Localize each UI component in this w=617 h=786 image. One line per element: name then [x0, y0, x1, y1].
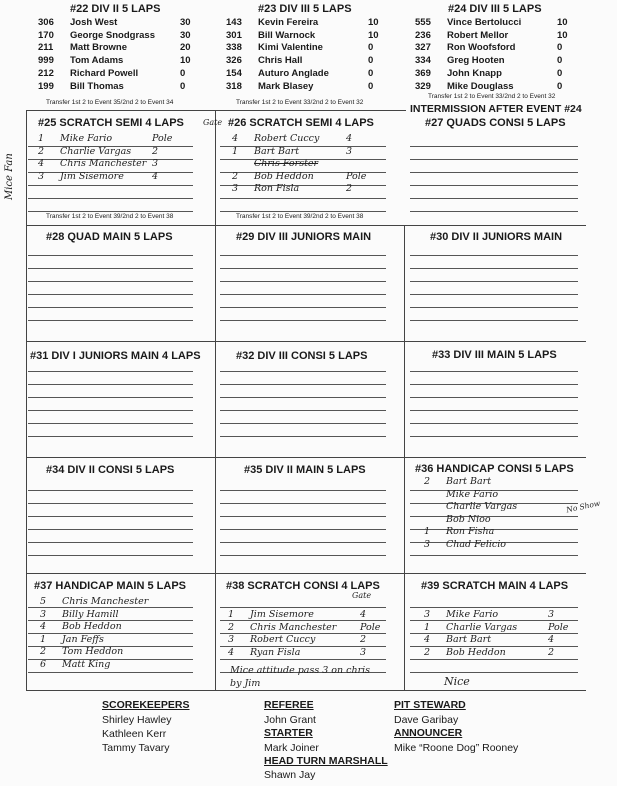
hand-row: Bob Nioo	[446, 513, 491, 525]
event-36-hand	[424, 476, 538, 551]
divider	[215, 457, 216, 573]
roster-row: 334 Greg Hooten 0	[415, 55, 563, 67]
divider	[26, 341, 586, 342]
write-in-line	[220, 371, 386, 372]
hand-row: 1 Mike Fario Pole	[38, 133, 173, 144]
event-33-title: #33 DIV III MAIN 5 LAPS	[432, 349, 557, 361]
write-in-line	[220, 320, 386, 321]
event-25-transfer: Transfer 1st 2 to Event 39/2nd 2 to Event 38	[46, 213, 174, 220]
divider	[26, 457, 586, 458]
event-38-footnote: Mice attitude pass 3 on chris by Jim	[230, 665, 371, 689]
write-in-line	[410, 436, 578, 437]
roster-row: 326 Chris Hall 0	[226, 55, 374, 67]
write-in-line	[220, 268, 386, 269]
event-39-title: #39 SCRATCH MAIN 4 LAPS	[421, 580, 569, 592]
race-22-title: #22 DIV II 5 LAPS	[70, 3, 161, 15]
event-25-gate-note: Gate	[203, 118, 223, 127]
divider	[26, 110, 406, 111]
side-margin-note: Mice Fan	[4, 153, 15, 200]
write-in-line	[410, 146, 578, 147]
referee-name: John Grant	[264, 714, 316, 726]
roster-row: 338 Kimi Valentine 0	[226, 42, 374, 54]
write-in-line	[410, 607, 578, 608]
hand-row: 1 Bart Bart 3	[232, 145, 353, 157]
hand-row: 4 Robert Cuccy 4	[232, 133, 353, 144]
race-24-transfer: Transfer 1st 2 to Event 33/2nd 2 to Event 32	[428, 93, 556, 100]
write-in-line	[28, 211, 193, 212]
write-in-line	[410, 281, 578, 282]
write-in-line	[28, 423, 193, 424]
hand-row: Charlie Vargas	[446, 501, 518, 512]
roster-row: 306 Josh West 30	[38, 17, 191, 28]
write-in-line	[220, 607, 386, 608]
divider	[404, 225, 405, 341]
write-in-line	[410, 172, 578, 173]
event-39-footnote: Nice	[444, 675, 470, 688]
write-in-line	[410, 659, 578, 660]
write-in-line	[410, 371, 578, 372]
race-24-roster	[415, 17, 568, 93]
starter-heading: STARTER	[264, 727, 313, 739]
write-in-line	[28, 516, 193, 517]
event-36-title: #36 HANDICAP CONSI 5 LAPS	[415, 463, 574, 475]
divider	[26, 457, 27, 573]
divider	[215, 110, 216, 225]
write-in-line	[410, 255, 578, 256]
event-26-title: #26 SCRATCH SEMI 4 LAPS	[228, 117, 374, 129]
write-in-line	[410, 672, 578, 673]
hand-row: 2 Bob Heddon 2	[424, 646, 555, 658]
write-in-line	[28, 268, 193, 269]
divider	[26, 573, 27, 690]
divider	[404, 457, 405, 573]
event-37-title: #37 HANDICAP MAIN 5 LAPS	[34, 580, 186, 592]
divider	[215, 225, 216, 341]
race-23-transfer: Transfer 1st 2 to Event 33/2nd 2 to Event 32	[236, 99, 364, 106]
write-in-line	[220, 516, 386, 517]
divider	[26, 225, 586, 226]
divider	[215, 573, 216, 690]
roster-row: 301 Bill Warnock 10	[226, 29, 379, 41]
roster-row: 212 Richard Powell 0	[38, 67, 186, 79]
hand-row: 2 Bob Heddon Pole	[232, 170, 367, 182]
hand-row: Mike Fario	[446, 488, 499, 500]
starter-name: Mark Joiner	[264, 742, 319, 754]
write-in-line	[410, 555, 578, 556]
hand-row: 3 Robert Cuccy 2	[228, 634, 367, 645]
write-in-line	[28, 397, 193, 398]
hand-row: 1 Charlie Vargas Pole	[424, 621, 569, 633]
write-in-line	[28, 255, 193, 256]
event-27-title: #27 QUADS CONSI 5 LAPS	[425, 117, 566, 129]
event-37-hand	[40, 596, 154, 671]
hand-row: Chris Forster	[254, 158, 319, 169]
hand-row: 2 Bart Bart	[424, 476, 492, 487]
roster-row: 236 Robert Mellor 10	[415, 29, 568, 41]
write-in-line	[220, 542, 386, 543]
write-in-line	[28, 185, 193, 186]
scorekeeper-name: Shirley Hawley	[102, 714, 172, 726]
write-in-line	[28, 198, 193, 199]
hand-row: 1 Ron Fisha	[424, 526, 495, 537]
write-in-line	[28, 503, 193, 504]
hand-row: 3 Chad Felicio	[424, 538, 507, 550]
roster-row: 999 Tom Adams 10	[38, 55, 191, 67]
event-36-noshow-note: No Show	[565, 498, 601, 515]
event-39-hand	[424, 609, 568, 659]
headturn-heading: HEAD TURN MARSHALL	[264, 755, 388, 767]
event-29-title: #29 DIV III JUNIORS MAIN	[236, 231, 372, 243]
write-in-line	[28, 555, 193, 556]
write-in-line	[410, 211, 578, 212]
roster-row: 199 Bill Thomas 0	[38, 80, 186, 92]
hand-row: 2 Charlie Vargas 2	[38, 145, 159, 157]
write-in-line	[220, 490, 386, 491]
write-in-line	[28, 281, 193, 282]
hand-row: 3 Jim Sisemore 4	[38, 170, 159, 182]
write-in-line	[28, 529, 193, 530]
roster-row: 154 Auturo Anglade 0	[226, 67, 374, 79]
write-in-line	[410, 307, 578, 308]
roster-row: 369 John Knapp 0	[415, 67, 563, 79]
pitsteward-name: Dave Garibay	[394, 714, 459, 726]
hand-row: 3 Mike Fario 3	[424, 609, 555, 620]
event-38-gate-note: Gate	[352, 591, 372, 600]
write-in-line	[220, 211, 386, 212]
event-25-title: #25 SCRATCH SEMI 4 LAPS	[38, 117, 184, 129]
event-30-title: #30 DIV II JUNIORS MAIN	[430, 231, 563, 243]
scorekeeper-name: Tammy Tavary	[102, 742, 170, 754]
write-in-line	[220, 397, 386, 398]
intermission-note: INTERMISSION AFTER EVENT #24	[410, 103, 582, 115]
event-31-title: #31 DIV I JUNIORS MAIN 4 LAPS	[30, 350, 201, 362]
hand-row: 4 Chris Manchester 3	[38, 158, 159, 169]
pitsteward-heading: PIT STEWARD	[394, 699, 466, 711]
roster-row: 318 Mark Blasey 0	[226, 80, 374, 92]
divider	[26, 690, 586, 691]
announcer-heading: ANNOUNCER	[394, 727, 463, 739]
write-in-line	[220, 529, 386, 530]
hand-row: 1 Jan Feffs	[40, 633, 104, 645]
write-in-line	[28, 307, 193, 308]
event-34-title: #34 DIV II CONSI 5 LAPS	[46, 464, 175, 476]
divider	[215, 341, 216, 457]
write-in-line	[28, 436, 193, 437]
race-23-title: #23 DIV III 5 LAPS	[258, 3, 352, 15]
roster-row: 327 Ron Woofsford 0	[415, 42, 563, 54]
write-in-line	[410, 268, 578, 269]
hand-row: 5 Chris Manchester	[40, 596, 149, 607]
event-26-transfer: Transfer 1st 2 to Event 39/2nd 2 to Event 38	[236, 213, 364, 220]
announcer-name: Mike “Roone Dog” Rooney	[394, 742, 519, 754]
scorekeepers-heading: SCOREKEEPERS	[102, 699, 190, 711]
write-in-line	[28, 490, 193, 491]
hand-row: 4 Ryan Fisla 3	[228, 646, 367, 658]
divider	[404, 341, 405, 457]
referee-heading: REFEREE	[264, 699, 314, 711]
hand-row: 4 Bart Bart 4	[424, 634, 555, 645]
roster-row: 143 Kevin Fereira 10	[226, 17, 379, 28]
hand-row: 4 Bob Heddon	[40, 621, 122, 632]
hand-row: 1 Jim Sisemore 4	[228, 609, 367, 620]
event-38-hand	[228, 609, 380, 659]
divider	[26, 225, 27, 341]
write-in-line	[28, 320, 193, 321]
headturn-name: Shawn Jay	[264, 769, 316, 781]
write-in-line	[410, 159, 578, 160]
event-26-hand	[232, 133, 366, 196]
write-in-line	[220, 294, 386, 295]
write-in-line	[220, 555, 386, 556]
write-in-line	[28, 410, 193, 411]
write-in-line	[220, 659, 386, 660]
hand-row: 2 Tom Heddon	[40, 646, 124, 657]
write-in-line	[410, 320, 578, 321]
race-23-roster	[226, 17, 379, 93]
hand-row: 3 Ron Fisla 2	[232, 183, 353, 194]
event-28-title: #28 QUAD MAIN 5 LAPS	[46, 231, 173, 243]
write-in-line	[28, 371, 193, 372]
roster-row: 329 Mike Douglass 0	[415, 80, 563, 92]
write-in-line	[220, 410, 386, 411]
write-in-line	[410, 294, 578, 295]
write-in-line	[28, 672, 193, 673]
write-in-line	[410, 384, 578, 385]
write-in-line	[410, 397, 578, 398]
event-35-title: #35 DIV II MAIN 5 LAPS	[244, 464, 366, 476]
write-in-line	[28, 542, 193, 543]
hand-row: 2 Chris Manchester Pole	[228, 621, 381, 633]
write-in-line	[28, 384, 193, 385]
race-22-transfer: Transfer 1st 2 to Event 35/2nd 2 to Event 34	[46, 99, 174, 106]
hand-row: 6 Matt King	[40, 658, 111, 670]
roster-row: 555 Vince Bertolucci 10	[415, 17, 568, 28]
write-in-line	[410, 410, 578, 411]
event-38-title: #38 SCRATCH CONSI 4 LAPS	[226, 580, 380, 592]
divider	[26, 110, 27, 225]
event-32-title: #32 DIV III CONSI 5 LAPS	[236, 350, 368, 362]
divider	[26, 573, 586, 574]
event-25-hand	[38, 133, 172, 183]
race-22-roster	[38, 17, 191, 93]
roster-row: 211 Matt Browne 20	[38, 42, 191, 54]
write-in-line	[220, 423, 386, 424]
race-24-title: #24 DIV III 5 LAPS	[448, 3, 542, 15]
write-in-line	[28, 294, 193, 295]
write-in-line	[220, 307, 386, 308]
divider	[26, 341, 27, 457]
write-in-line	[220, 281, 386, 282]
write-in-line	[410, 423, 578, 424]
write-in-line	[220, 384, 386, 385]
write-in-line	[220, 255, 386, 256]
roster-row: 170 George Snodgrass 30	[38, 29, 191, 41]
divider	[404, 573, 405, 690]
hand-row: 3 Billy Hamill	[40, 608, 119, 620]
write-in-line	[220, 503, 386, 504]
write-in-line	[220, 436, 386, 437]
write-in-line	[410, 185, 578, 186]
scorekeeper-name: Kathleen Kerr	[102, 728, 167, 740]
write-in-line	[220, 198, 386, 199]
write-in-line	[410, 198, 578, 199]
